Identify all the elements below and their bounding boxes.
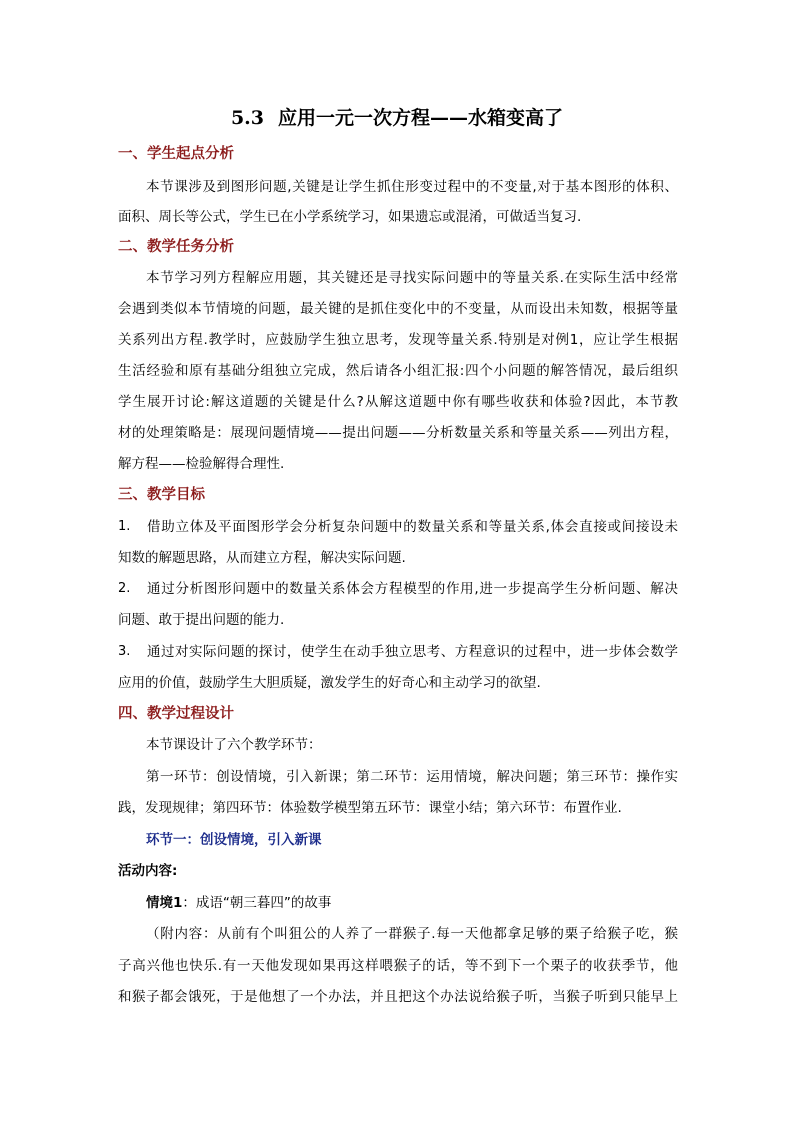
story-line: 子高兴他也快乐.有一天他发现如果再这样喂猴子的话，等不到下一个栗子的收获季节，他 — [118, 958, 678, 974]
step-one-heading: 环节一：创设情境，引入新课 — [146, 832, 322, 848]
paragraph-line: 生活经验和原有基础分组独立完成，然后请各小组汇报:四个小问题的解答情况，最后组织 — [118, 363, 678, 379]
list-item-number: 3. — [118, 644, 131, 659]
title-text: 应用一元一次方程——水箱变高了 — [278, 107, 564, 129]
section-heading-student-analysis: 一、学生起点分析 — [118, 146, 234, 162]
list-item-line: 问题、敢于提出问题的能力. — [118, 612, 285, 628]
list-item-number: 1. — [118, 519, 131, 534]
story-line: 和猴子都会饿死，于是他想了一个办法，并且把这个办法说给猴子听，当猴子听到只能早上 — [118, 989, 678, 1005]
page-title — [0, 103, 794, 133]
list-item-line: 借助立体及平面图形学会分析复杂问题中的数量关系和等量关系,体会直接或间接设未 — [147, 519, 678, 535]
list-item-line: 知数的解题思路，从而建立方程，解决实际问题. — [118, 550, 406, 566]
paragraph-line: 关系列出方程.教学时，应鼓励学生独立思考，发现等量关系.特别是对例1，应让学生根据 — [118, 332, 678, 348]
list-item-number: 2. — [118, 581, 131, 596]
list-item-line: 通过对实际问题的探讨，使学生在动手独立思考、方程意识的过程中，进一步体会数学 — [147, 644, 678, 660]
paragraph-line: 学生展开讨论:解这道题的关键是什么?从解这道题中你有哪些收获和体验?因此，本节教 — [118, 394, 678, 410]
section-heading-task-analysis: 二、教学任务分析 — [118, 239, 234, 255]
list-item-line: 应用的价值，鼓励学生大胆质疑，激发学生的好奇心和主动学习的欲望. — [118, 675, 541, 691]
scenario-label: 情境1 — [146, 895, 183, 911]
paragraph-line: 第一环节：创设情境，引入新课；第二环节：运用情境，解决问题；第三环节：操作实 — [146, 769, 678, 785]
story-line: （附内容：从前有个叫狙公的人养了一群猴子.每一天他都拿足够的栗子给猴子吃，猴 — [146, 926, 678, 942]
paragraph-line: 解方程——检验解得合理性. — [118, 456, 285, 472]
section-heading-teaching-goals: 三、教学目标 — [118, 487, 205, 503]
section-heading-process-design: 四、教学过程设计 — [118, 706, 234, 722]
paragraph-line: 本节课设计了六个教学环节： — [146, 737, 322, 753]
paragraph-line: 会遇到类似本节情境的问题，最关键的是抓住变化中的不变量，从而设出未知数，根据等量 — [118, 301, 678, 317]
paragraph-line: 面积、周长等公式，学生已在小学系统学习，如果遗忘或混淆，可做适当复习. — [118, 209, 582, 225]
paragraph-line: 材的处理策略是：展现问题情境——提出问题——分析数量关系和等量关系——列出方程， — [118, 425, 678, 441]
paragraph-line: 本节学习列方程解应用题，其关键还是寻找实际问题中的等量关系.在实际生活中经常 — [146, 270, 678, 286]
title-number: 5.3 — [230, 107, 265, 129]
paragraph-line: 本节课涉及到图形问题,关键是让学生抓住形变过程中的不变量,对于基本图形的体积、 — [146, 179, 678, 195]
list-item-line: 通过分析图形问题中的数量关系体会方程模型的作用,进一步提高学生分析问题、解决 — [147, 581, 678, 597]
scenario-line — [146, 892, 331, 914]
paragraph-line: 践，发现规律；第四环节：体验数学模型第五环节：课堂小结；第六环节：布置作业. — [118, 800, 622, 816]
scenario-text: ：成语“朝三暮四”的故事 — [182, 895, 332, 911]
activity-label: 活动内容: — [118, 863, 178, 879]
